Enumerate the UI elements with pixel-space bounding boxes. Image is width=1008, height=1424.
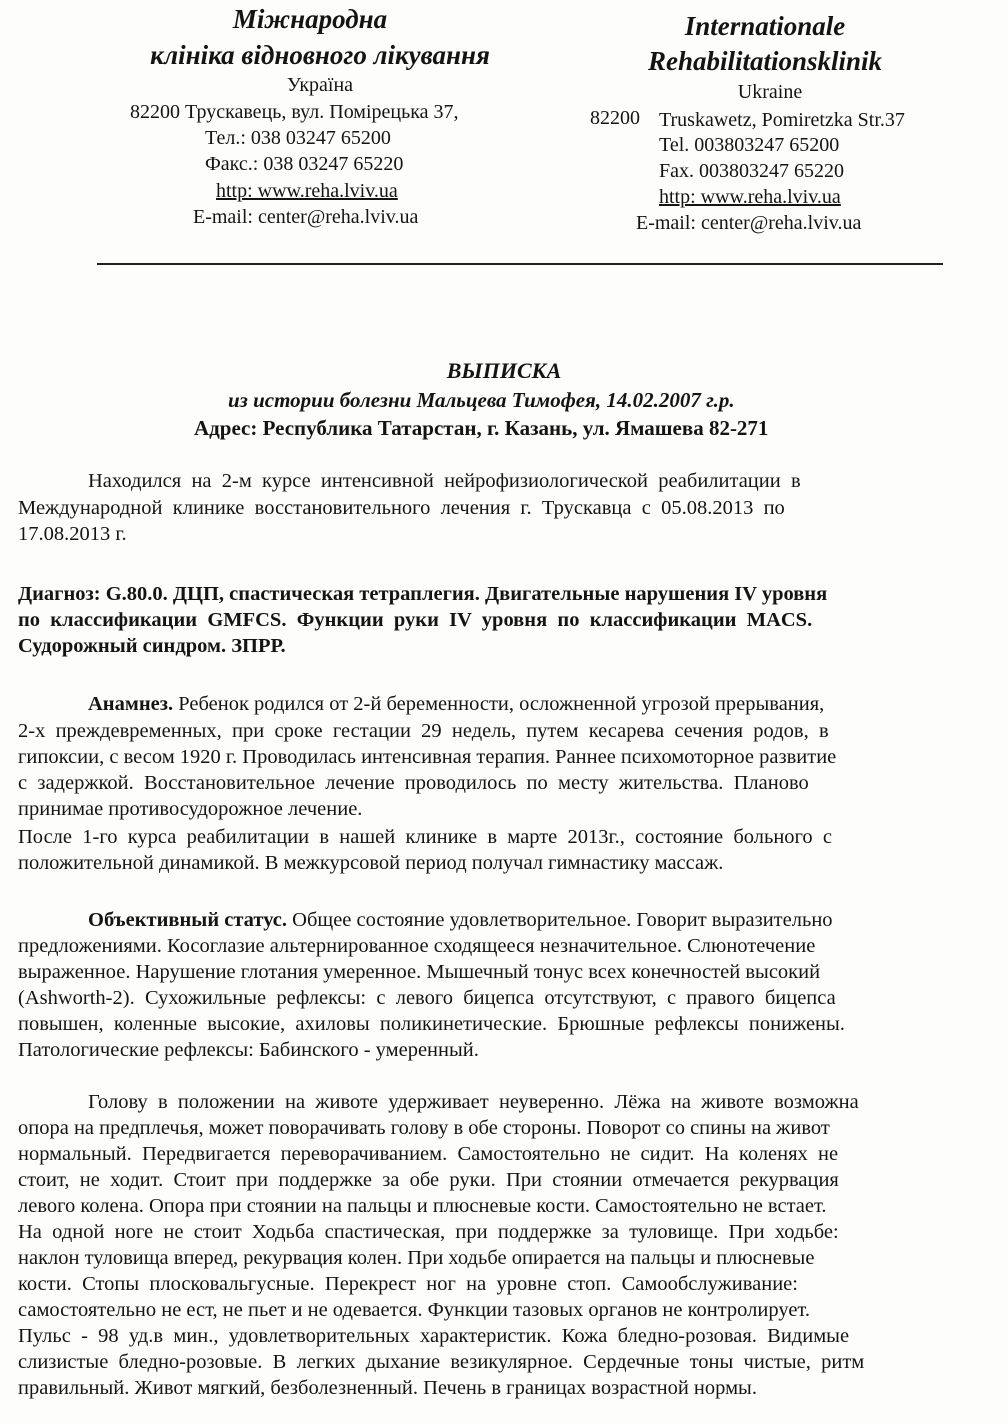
motor-line: самостоятельно не ест, не пьет и не одевается. Функции тазовых органов не контролирует.: [18, 1299, 810, 1321]
anamnesis-label: Анамнез.: [88, 693, 174, 715]
phone-de: Tel. 003803247 65200: [659, 134, 840, 156]
anamnesis-text: Ребенок родился от 2-й беременности, осложненной угрозой прерывания,: [173, 693, 825, 715]
motor-line: нормальный. Передвигается переворачиванием. Самостоятельно не сидит. На коленях не: [18, 1143, 839, 1165]
patient-line: из истории болезни Мальцева Тимофея, 14.02.2007 г.р.: [228, 388, 735, 412]
patient-address: Адрес: Республика Татарстан, г. Казань, ул. Ямашева 82-271: [194, 416, 769, 440]
motor-line: кости. Стопы плосковальгусные. Перекрест ног на уровне стоп. Самообслуживание:: [18, 1273, 798, 1295]
status-line: выраженное. Нарушение глотания умеренное. Мышечный тонус всех конечностей высокий: [18, 961, 821, 983]
motor-line: левого колена. Опора при стоянии на пальцы и плюсневые кости. Самостоятельно не встает.: [18, 1195, 827, 1217]
motor-line: слизистые бледно-розовые. В легких дыхание везикулярное. Сердечные тоны чистые, ритм: [18, 1351, 865, 1373]
motor-line: наклон туловища вперед, рекурвация колен. При ходьбе опирается на пальцы и плюсневые: [18, 1247, 815, 1269]
motor-line: опора на предплечья, может поворачивать голову в обе стороны. Поворот со спины на живот: [18, 1117, 830, 1139]
diagnosis-line: Диагноз: G.80.0. ДЦП, спастическая тетраплегия. Двигательные нарушения IV уровня: [18, 583, 828, 605]
motor-line: Пульс - 98 уд.в мин., удовлетворительных характеристик. Кожа бледно-розовая. Видимые: [18, 1325, 850, 1347]
phone-ua: Тел.: 038 03247 65200: [205, 127, 391, 149]
email-de[interactable]: E-mail: center@reha.lviv.ua: [636, 212, 862, 234]
status-first-line: [88, 909, 833, 932]
clinic-name-de-line2: Rehabilitationsklinik: [647, 46, 883, 76]
website-link-ua[interactable]: http: www.reha.lviv.ua: [216, 180, 398, 202]
anamnesis-line: принимае противосудорожное лечение.: [18, 798, 363, 820]
status-text: Общее состояние удовлетворительное. Говорит выразительно: [287, 909, 833, 931]
clinic-name-de-line1: Internationale: [684, 11, 846, 41]
postcode-de: 82200: [590, 107, 640, 129]
header-divider: [97, 263, 943, 265]
email-ua[interactable]: E-mail: center@reha.lviv.ua: [193, 206, 419, 228]
intro-line: Находился на 2-м курсе интенсивной нейрофизиологической реабилитации в: [88, 470, 801, 492]
country-de: Ukraine: [737, 81, 803, 103]
anamnesis-line: с задержкой. Восстановительное лечение проводилось по месту жительства. Планово: [18, 772, 809, 794]
motor-line: На одной ноге не стоит Ходьба спастическая, при поддержке за туловище. При ходьбе:: [18, 1221, 839, 1243]
intro-line: Международной клинике восстановительного лечения г. Трускавца с 05.08.2013 по: [18, 497, 785, 519]
intro-line: 17.08.2013 г.: [18, 523, 127, 545]
country-ua: Україна: [286, 74, 354, 96]
anamnesis-line: 2-х преждевременных, при сроке гестации 29 недель, путем кесарева сечения родов, в: [18, 720, 829, 742]
diagnosis-line: Судорожный синдром. ЗПРР.: [18, 635, 286, 657]
document-title: ВЫПИСКА: [446, 358, 562, 383]
status-line: Патологические рефлексы: Бабинского - умеренный.: [18, 1039, 479, 1061]
motor-line: правильный. Живот мягкий, безболезненный. Печень в границах возрастной нормы.: [18, 1377, 757, 1399]
motor-line: Голову в положении на животе удерживает неуверенно. Лёжа на животе возможна: [88, 1091, 859, 1113]
anamnesis-line: гипоксии, с весом 1920 г. Проводилась интенсивная терапия. Раннее психомоторное развитие: [18, 746, 837, 768]
status-line: повышен, коленные высокие, ахиловы поликинетические. Брюшные рефлексы понижены.: [18, 1013, 845, 1035]
motor-line: стоит, не ходит. Стоит при поддержке за обе руки. При стоянии отмечается рекурвация: [18, 1169, 839, 1191]
fax-de: Fax. 003803247 65220: [659, 160, 844, 182]
anamnesis-line: положительной динамикой. В межкурсовой период получал гимнастику массаж.: [18, 852, 724, 874]
clinic-name-ua-line1: Міжнародна: [232, 4, 388, 34]
diagnosis-line: по классификации GMFCS. Функции руки IV уровня по классификации MACS.: [18, 609, 813, 631]
address-ua: 82200 Трускавець, вул. Помірецька 37,: [130, 101, 459, 123]
website-link-de[interactable]: http: www.reha.lviv.ua: [659, 186, 841, 208]
status-label: Объективный статус.: [88, 909, 288, 931]
anamnesis-line: После 1-го курса реабилитации в нашей клинике в марте 2013г., состояние больного с: [18, 826, 833, 848]
fax-ua: Факс.: 038 03247 65220: [205, 153, 404, 175]
address-de: Truskawetz, Pomiretzka Str.37: [659, 109, 905, 131]
anamnesis-first-line: [88, 693, 824, 716]
clinic-name-ua-line2: клініка відновного лікування: [150, 40, 490, 70]
status-line: предложениями. Косоглазие альтернированное сходящееся незначительное. Слюнотечение: [18, 935, 816, 957]
status-line: (Ashworth-2). Сухожильные рефлексы: с левого бицепса отсутствуют, с правого бицепса: [18, 987, 836, 1009]
